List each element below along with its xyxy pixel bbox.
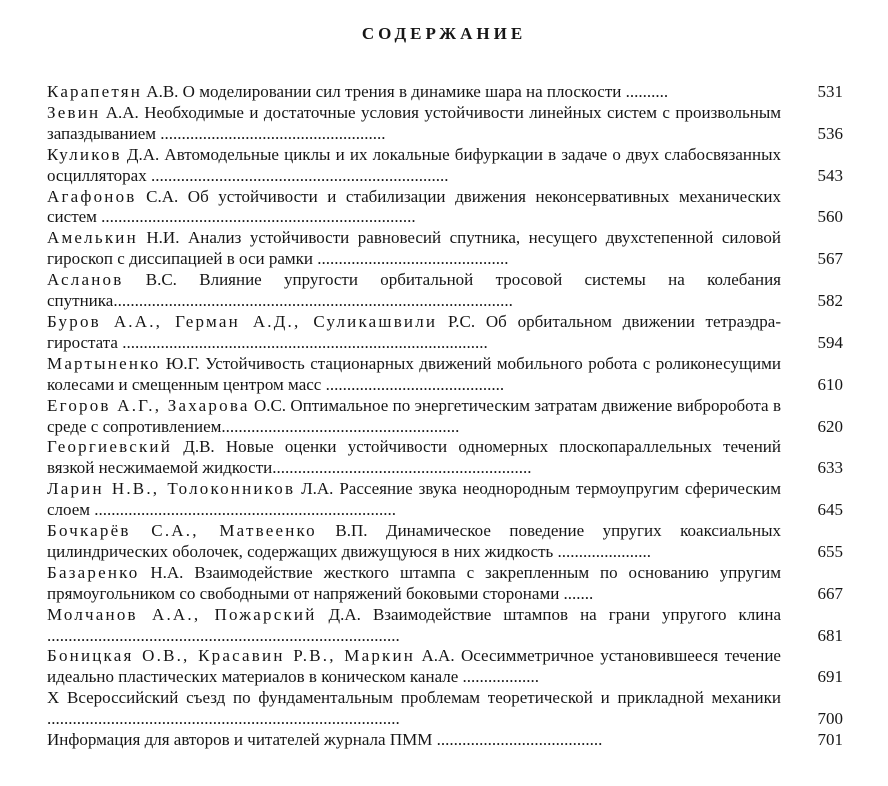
toc-entry-text (47, 521, 781, 563)
toc-entry-text (47, 312, 781, 354)
toc-entry-title: С.А. Об устойчивости и стабилизации движения неконсервативных механических систем .......................................................................... (47, 186, 781, 227)
toc-entry-page-number: 700 (817, 709, 843, 729)
toc-entry-authors: Куликов (47, 144, 122, 164)
toc-entry (47, 730, 843, 751)
toc-entry-authors: Асланов (47, 270, 124, 290)
toc-entry-title: В.С. Влияние упругости орбитальной тросовой системы на колебания спутника.............................................................................................. (47, 270, 781, 311)
toc-entry-page-number: 667 (817, 583, 843, 603)
toc-entry-authors: Ларин Н.В., Толоконников (47, 479, 296, 499)
toc-entry-title: Д.А. Взаимодействие штампов на грани упругого клина ................................................................................... (47, 604, 781, 645)
toc-entry-title: Д.В. Новые оценки устойчивости одномерных плоскопараллельных течений вязкой несжимаемой жидкости............................................................. (47, 437, 781, 478)
toc-entry (47, 82, 843, 103)
toc-entry-page-number: 701 (817, 730, 843, 750)
toc-entry-authors: Агафонов (47, 186, 137, 206)
toc-entry-page-number: 543 (817, 165, 843, 185)
toc-entry-page-number: 681 (817, 625, 843, 645)
toc-entry (47, 437, 843, 479)
toc-entry-page-number: 645 (817, 500, 843, 520)
toc-entry-text (47, 479, 781, 521)
toc-entry-title: А.В. О моделировании сил трения в динамике шара на плоскости .......... (142, 82, 669, 101)
toc-entry-page-number: 560 (817, 207, 843, 227)
toc-entry-authors: Буров А.А., Герман А.Д., Суликашвили (47, 311, 438, 331)
toc-entry-authors: Амелькин (47, 228, 138, 248)
toc-entry-title: Д.А. Автомодельные циклы и их локальные бифуркации в задаче о двух слабосвязанных осцилляторах ...................................................................... (47, 144, 781, 185)
toc-entry-text (47, 688, 781, 730)
toc-entry-text (47, 646, 781, 688)
toc-entry (47, 646, 843, 688)
toc-entry-title: В.П. Динамическое поведение упругих коаксиальных цилиндрических оболочек, содержащих движущуюся в них жидкость ...................... (47, 521, 781, 561)
toc-entry-title: Ю.Г. Устойчивость стационарных движений мобильного робота с роликонесущими колесами и смещенным центром масс .......................................... (47, 353, 781, 394)
toc-entry-text (47, 145, 781, 187)
toc-entry-page-number: 531 (817, 82, 843, 101)
toc-entry (47, 270, 843, 312)
toc-entry-title: А.А. Осесимметричное установившееся течение идеально пластических материалов в коническом канале .................. (47, 646, 781, 687)
toc-entry-page-number: 594 (817, 332, 843, 352)
toc-entry-title: Н.А. Взаимодействие жесткого штампа с закрепленным по основанию упругим прямоугольником со свободными от напряжений боковыми сторонами ....... (47, 562, 781, 603)
toc-entry-text (47, 270, 781, 312)
toc-entry-authors: Георгиевский (47, 437, 173, 457)
toc-entry-authors: Мартыненко (47, 353, 161, 373)
toc-entry-title: Р.С. Об орбитальном движении тетраэдра-гиростата ...................................................................................... (47, 311, 781, 352)
toc-entry-page-number: 610 (817, 374, 843, 394)
toc-entry (47, 187, 843, 229)
toc-entry-page-number: 691 (817, 667, 843, 687)
toc-entry-authors: Базаренко (47, 562, 140, 582)
page-title: СОДЕРЖАНИЕ (361, 24, 527, 43)
toc-entry-title: А.А. Необходимые и достаточные условия устойчивости линейных систем с произвольным запаздыванием ..................................................... (47, 102, 781, 143)
toc-entry-authors: Бочкарёв С.А., Матвеенко (47, 521, 317, 541)
toc-entry-authors: Карапетян (47, 82, 143, 101)
toc-entry (47, 103, 843, 145)
toc-entry (47, 228, 843, 270)
toc-entry-title: Л.А. Рассеяние звука неоднородным термоупругим сферическим слоем ....................................................................... (47, 479, 781, 520)
toc-entry-page-number: 582 (817, 291, 843, 311)
toc-entry (47, 605, 843, 647)
toc-entry (47, 521, 843, 563)
toc-entry (47, 396, 843, 438)
toc-entry (47, 354, 843, 396)
toc-entry-authors: Егоров А.Г., Захарова (47, 395, 250, 415)
toc-entry-authors: Зевин (47, 102, 101, 122)
toc-entry (47, 563, 843, 605)
toc-entry-page-number: 633 (817, 458, 843, 478)
toc-entry-title: X Всероссийский съезд по фундаментальным проблемам теоретической и прикладной механики ................................................................................... (47, 688, 781, 729)
toc-entry-title: О.С. Оптимальное по энергетическим затратам движение виброробота в среде с сопротивлением........................................................ (47, 395, 781, 436)
table-of-contents (47, 82, 843, 751)
toc-entry-page-number: 620 (817, 416, 843, 436)
toc-entry-text (47, 187, 781, 229)
toc-entry (47, 145, 843, 187)
toc-entry-text (47, 605, 781, 647)
toc-entry (47, 688, 843, 730)
toc-entry (47, 312, 843, 354)
toc-entry-text (47, 563, 781, 605)
toc-entry-authors: Молчанов А.А., Пожарский (47, 604, 317, 624)
toc-entry-page-number: 655 (817, 541, 843, 561)
toc-entry-authors: Боницкая О.В., Красавин Р.В., Маркин (47, 646, 416, 666)
toc-entry-text (47, 103, 781, 145)
toc-entry-text (47, 354, 781, 396)
toc-entry-text (47, 396, 781, 438)
toc-entry (47, 479, 843, 521)
toc-entry-page-number: 536 (817, 123, 843, 143)
toc-entry-text (47, 437, 781, 479)
toc-entry-page-number: 567 (817, 249, 843, 269)
toc-entry-text (47, 228, 781, 270)
toc-entry-title: Н.И. Анализ устойчивости равновесий спутника, несущего двухстепенной силовой гироскоп с диссипацией в оси рамки ............................................. (47, 228, 781, 269)
toc-entry-text (47, 82, 781, 103)
toc-entry-title: Информация для авторов и читателей журнала ПММ ....................................... (47, 730, 603, 750)
toc-entry-text (47, 730, 781, 751)
